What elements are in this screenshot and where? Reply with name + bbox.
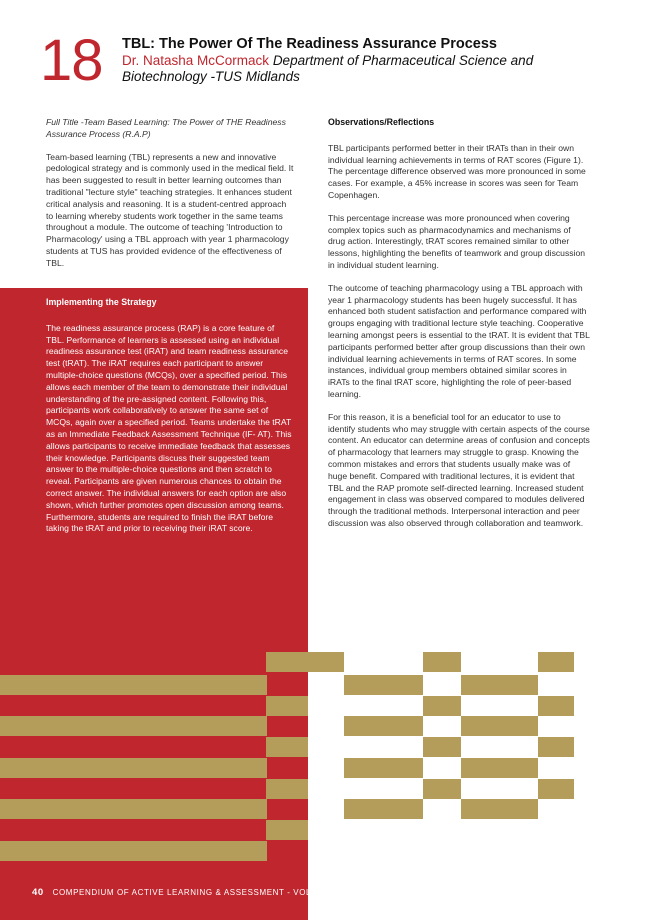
author-name: Dr. Natasha McCormack <box>122 53 270 68</box>
page-number: 40 <box>32 887 44 898</box>
pattern-block <box>266 696 308 716</box>
observations-paragraph-1: TBL participants performed better in their tRATs than in their own individual learning achievements in terms of RAT scores (Figure 1). The percentage difference observed was more pronounced in some cases. For example, a 45% increase in scores was seen for Team Copenhagen. <box>328 142 586 200</box>
left-column-intro <box>46 117 294 281</box>
pattern-block <box>0 841 267 861</box>
publication-name: COMPENDIUM OF ACTIVE LEARNING & ASSESSMENT - VOL. 2 <box>52 888 322 897</box>
section-heading-observations: Observations/Reflections <box>328 117 435 127</box>
pattern-block <box>423 737 461 757</box>
pattern-block <box>538 737 574 757</box>
pattern-block <box>423 696 461 716</box>
pattern-block <box>266 652 344 672</box>
observations-paragraph-3: The outcome of teaching pharmacology using a TBL approach with year 1 pharmacology students has been hugely successful. It has enhanced both student satisfaction and performance compared with groups engaging with traditional lecture style teaching. Cooperative learning amongst peers is essential to the tRAT. It is evident that TBL participants performed better after group discussions than their own individual learning achievements in terms of RAT scores. In some instances, individual group members obtained similar scores in iRATs to the final tRAT score, highlighting the role of peer-based learning. <box>328 282 590 399</box>
pattern-block <box>344 716 423 736</box>
full-title: Full Title -Team Based Learning: The Power of THE Readiness Assurance Process (R.A.P) <box>46 117 286 139</box>
article-title: TBL: The Power Of The Readiness Assurance Process <box>122 36 497 52</box>
pattern-block <box>266 779 308 799</box>
pattern-block <box>266 737 308 757</box>
pattern-block <box>538 696 574 716</box>
pattern-block <box>461 799 538 819</box>
pattern-block <box>538 652 574 672</box>
observations-paragraph-4: For this reason, it is a beneficial tool for an educator to use to identify students who may struggle with certain aspects of the course content. An educator can determine areas of confusion and concepts of pharmacology that learners may struggle to grasp. Knowing the common mistakes and errors that students usually make was of huge benefit. Compared with traditional lectures, it is evident that TBL and the RAP promote self-directed learning. Increased student engagement in class was observed compared to modules delivered through the traditional methods. Interpersonal interaction and peer discussion was also observed through collaboration and teamwork. <box>328 411 590 528</box>
pattern-block <box>423 779 461 799</box>
intro-paragraph: Team-based learning (TBL) represents a new and innovative pedological strategy and is commonly used in the medical field. It has been suggested to result in better learning outcomes than traditional "lecture style" teaching strategies. It enhances student critical analysis and reasoning. It is a student-centred approach to learning whereby students work together in the same teams throughout a module. The outcome of teaching 'Introduction to Pharmacology' using a TBL approach with year 1 pharmacology students at TUS has provided evidence of the effectiveness of TBL. <box>46 151 294 268</box>
observations-section <box>328 117 590 541</box>
section-heading-implementing: Implementing the Strategy <box>46 297 157 307</box>
pattern-block <box>344 758 423 778</box>
pattern-block <box>538 779 574 799</box>
pattern-block <box>0 716 267 736</box>
implementing-paragraph: The readiness assurance process (RAP) is a core feature of TBL. Performance of learners is assessed using an individual readiness assurance test (iRAT) and team readiness assurance test (tRAT). The iRAT requires each participant to answer multiple-choice questions (MCQs), over a specified period. This allows each member of the team to demonstrate their individual understanding of the pre-assigned content. Following this, participants work collaboratively to answer the same set of MCQs, again over a specified period. Teams undertake the tRAT as an Immediate Feedback Assessment Technique (IF- AT). This allows participants to receive immediate feedback that assesses their knowledge. Participants discuss their suggested team answer to the multiple-choice questions and then scratch to reveal. Participants are given numerous chances to obtain the correct answer. The individual answers for each option are also shown, which further promotes open discussion among teams. Furthermore, students are required to finish the iRAT before taking the tRAT and prior to receiving their iRAT score. <box>46 322 292 534</box>
pattern-block <box>461 716 538 736</box>
pattern-block <box>344 799 423 819</box>
observations-paragraph-2: This percentage increase was more pronounced when covering complex topics such as pharmacodynamics and mechanisms of drug action. Interestingly, tRAT scores remained similar to other lessons, highlighting the benefits of teamwork and group discussion in individual student learning. <box>328 212 586 270</box>
implementing-strategy-section <box>46 297 294 546</box>
pattern-block <box>0 758 267 778</box>
page-footer <box>32 887 322 898</box>
pattern-block <box>461 675 538 695</box>
pattern-block <box>344 675 423 695</box>
article-byline <box>122 53 602 85</box>
pattern-block <box>423 652 461 672</box>
chapter-number: 18 <box>40 28 103 93</box>
pattern-block <box>461 758 538 778</box>
author-affiliation: Department of Pharmaceutical Science and Biotechnology -TUS Midlands <box>122 53 534 84</box>
pattern-block <box>0 675 267 695</box>
pattern-block <box>0 799 267 819</box>
pattern-block <box>266 820 308 840</box>
